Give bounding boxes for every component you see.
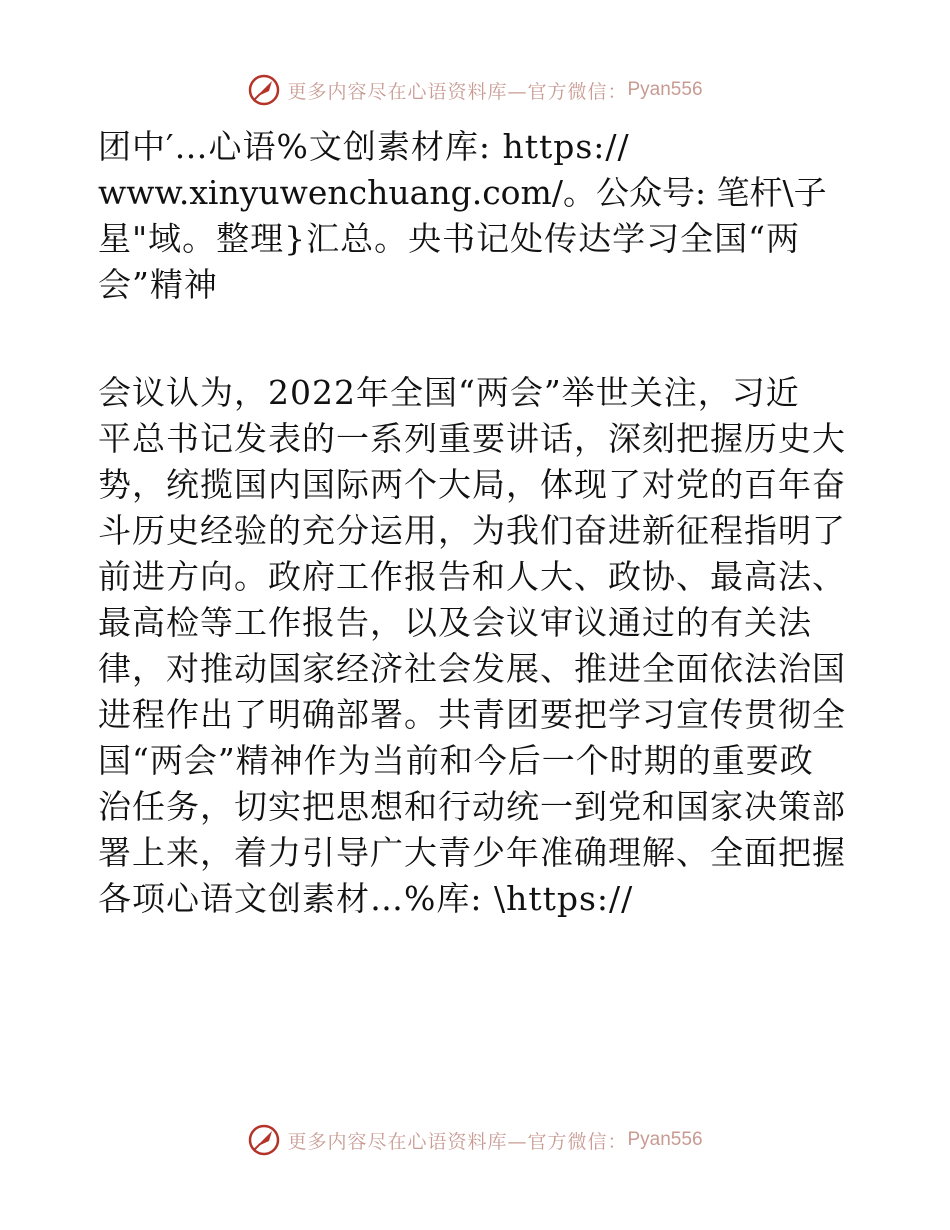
text-line: 斗历史经验的充分运用，为我们奋进新征程指明了	[98, 511, 846, 550]
text-line: 会议认为，2022年全国“两会”举世关注，习近	[98, 373, 800, 412]
watermark-text: 更多内容尽在心语资料库—官方微信：	[287, 80, 628, 103]
text-line: 平总书记发表的一系列重要讲话，深刻把握历史大	[98, 419, 846, 458]
header-watermark	[0, 70, 950, 110]
watermark-account: Pyan556	[627, 1129, 703, 1150]
text-line: 署上来，着力引导广大青少年准确理解、全面把握	[98, 833, 846, 872]
text-line: www.xinyuwenchuang.com/。公众号: 笔杆\子	[98, 173, 827, 212]
text-line: 国“两会”精神作为当前和今后一个时期的重要政	[98, 741, 814, 780]
text-line: 势，统揽国内国际两个大局，体现了对党的百年奋	[98, 465, 846, 504]
text-line: 星"域。整理}汇总。央书记处传达学习全国“两	[98, 219, 801, 258]
text-line: 进程作出了明确部署。共青团要把学习宣传贯彻全	[98, 695, 846, 734]
paragraph-title	[98, 124, 858, 308]
text-line: 律，对推动国家经济社会发展、推进全面依法治国	[98, 649, 846, 688]
text-line: 治任务，切实把思想和行动统一到党和国家决策部	[98, 787, 846, 826]
quill-badge-icon	[247, 73, 281, 107]
text-line: 最高检等工作报告，以及会议审议通过的有关法	[98, 603, 812, 642]
watermark-account: Pyan556	[627, 79, 703, 100]
text-line: 各项心语文创素材…%库: \https://	[98, 879, 634, 918]
text-line: 前进方向。政府工作报告和人大、政协、最高法、	[98, 557, 846, 596]
watermark-text: 更多内容尽在心语资料库—官方微信：	[287, 1130, 628, 1153]
footer-watermark	[0, 1120, 950, 1160]
paragraph-body	[98, 370, 858, 922]
quill-badge-icon	[247, 1123, 281, 1157]
text-line: 团中′…心语%文创素材库: https://	[98, 127, 630, 166]
text-line: 会”精神	[98, 265, 218, 304]
